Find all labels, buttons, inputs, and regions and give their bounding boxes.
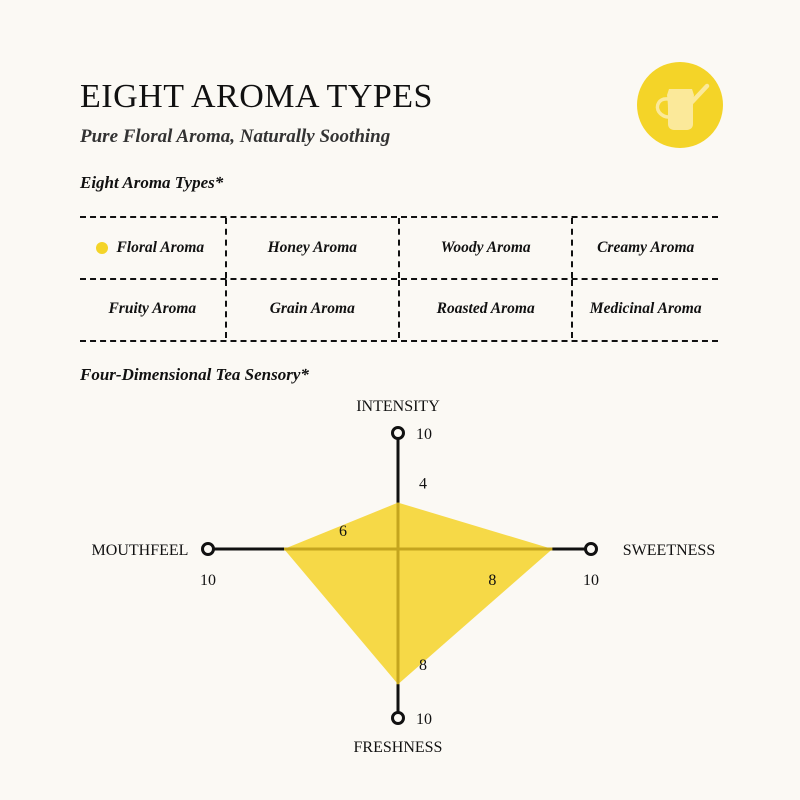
aroma-cell-fruity (80, 280, 225, 338)
selected-dot-icon (96, 242, 108, 254)
axis-name-sweetness: SWEETNESS (622, 542, 716, 559)
axis-name-mouthfeel: MOUTHFEEL (91, 542, 189, 559)
axis-value-label: 4 (419, 475, 427, 493)
aroma-label: Honey Aroma (267, 239, 358, 256)
axis-name-freshness: FRESHNESS (353, 739, 443, 756)
axis-endpoint-intensity (393, 428, 404, 439)
aroma-label: Creamy Aroma (597, 239, 695, 256)
aroma-table (80, 216, 718, 342)
aroma-section-label: Eight Aroma Types* (80, 173, 224, 192)
aroma-label: Floral Aroma (116, 239, 205, 256)
axis-endpoint-mouthfeel (203, 544, 214, 555)
aroma-cell-floral (80, 218, 225, 278)
aroma-cell-medicinal (571, 280, 718, 338)
axis-value-label: 8 (488, 572, 497, 589)
aroma-row (80, 218, 718, 278)
aroma-cell-woody (398, 218, 571, 278)
aroma-row (80, 278, 718, 338)
page-subtitle: Pure Floral Aroma, Naturally Soothing (80, 126, 391, 147)
aroma-label: Woody Aroma (440, 239, 531, 256)
aroma-cell-grain (225, 280, 398, 338)
aroma-cell-creamy (571, 218, 718, 278)
axis-value-label: 8 (419, 657, 427, 675)
aroma-label: Fruity Aroma (108, 300, 197, 317)
aroma-cell-honey (225, 218, 398, 278)
axis-name-intensity: INTENSITY (356, 398, 440, 415)
axis-max-label: 10 (416, 426, 432, 443)
sensory-section-label: Four-Dimensional Tea Sensory* (80, 365, 309, 384)
axis-max-label: 10 (200, 572, 216, 589)
axis-max-label: 10 (583, 572, 599, 589)
aroma-cell-roasted (398, 280, 571, 338)
aroma-label: Grain Aroma (269, 300, 355, 317)
sensory-radar-chart (0, 390, 800, 770)
aroma-label: Roasted Aroma (436, 300, 535, 317)
teapot-icon (637, 62, 723, 148)
axis-max-label: 10 (416, 711, 432, 728)
page-title: EIGHT AROMA TYPES (80, 78, 433, 115)
aroma-label: Medicinal Aroma (589, 300, 702, 317)
axis-endpoint-sweetness (586, 544, 597, 555)
axis-value-label: 6 (339, 523, 347, 540)
axis-endpoint-freshness (393, 713, 404, 724)
